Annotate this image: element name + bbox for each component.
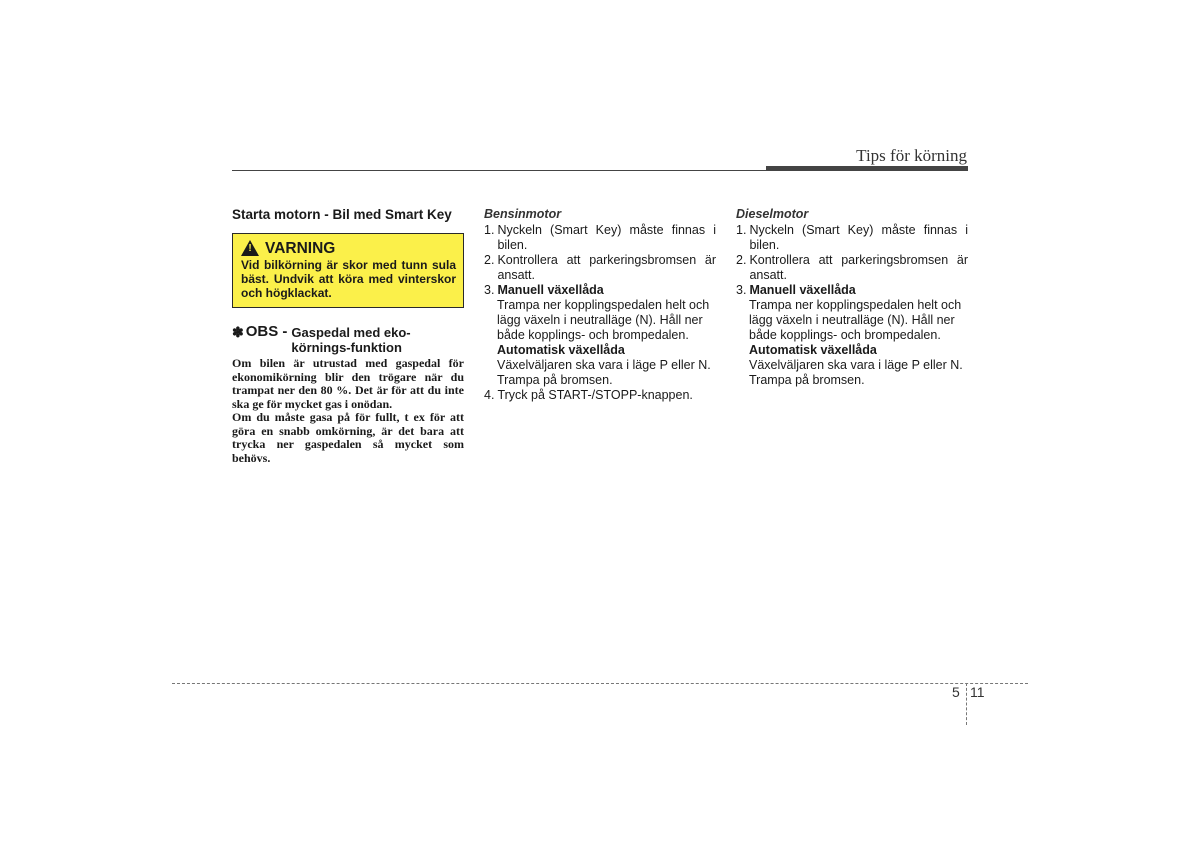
step-text: Nyckeln (Smart Key) måste finnas i bilen. — [497, 223, 716, 252]
step-item — [736, 283, 968, 298]
step-text: Kontrollera att parkeringsbromsen är ansatt. — [749, 253, 968, 282]
warning-label: VARNING — [265, 239, 336, 257]
step-item — [484, 283, 716, 298]
warning-box — [232, 233, 464, 308]
step-text: Tryck på START-/STOPP-knappen. — [497, 388, 693, 402]
step-number: 3. — [736, 283, 747, 297]
header-rule — [232, 170, 768, 171]
step-item — [484, 253, 716, 283]
manual-gearbox-label: Manuell växellåda — [749, 283, 856, 297]
step-item — [736, 253, 968, 283]
header-bar — [766, 166, 968, 171]
column-diesel — [736, 207, 968, 388]
step-number: 3. — [484, 283, 495, 297]
obs-header — [232, 324, 464, 355]
chapter-number: 5 — [952, 684, 960, 700]
automatic-gearbox-text: Växelväljaren ska vara i läge P eller N. Trampa på bromsen. — [497, 358, 711, 387]
petrol-heading: Bensinmotor — [484, 207, 562, 221]
asterisk-icon: ✽ — [232, 324, 244, 340]
warning-header — [241, 240, 456, 256]
step-text: Kontrollera att parkeringsbromsen är ansatt. — [497, 253, 716, 282]
manual-gearbox-text: Trampa ner kopplingspedalen helt och lägg växeln i neutralläge (N). Håll ner både kopplings- och brompedalen. — [749, 298, 962, 342]
step-text: Nyckeln (Smart Key) måste finnas i bilen. — [749, 223, 968, 252]
footer-divider — [966, 683, 967, 725]
column-petrol — [484, 207, 716, 403]
automatic-gearbox-label: Automatisk växellåda — [497, 343, 625, 357]
warning-triangle-icon: ! — [241, 240, 259, 256]
automatic-gearbox-label: Automatisk växellåda — [749, 343, 877, 357]
manual-gearbox-label: Manuell växellåda — [497, 283, 604, 297]
section-title: Tips för körning — [856, 146, 967, 165]
warning-text: Vid bilkörning är skor med tunn sula bäst. Undvik att köra med vinterskor och högklackat. — [241, 258, 456, 300]
step-item — [484, 388, 716, 403]
diesel-heading: Dieselmotor — [736, 207, 809, 221]
section-heading: Starta motorn - Bil med Smart Key — [232, 207, 452, 222]
manual-gearbox-text: Trampa ner kopplingspedalen helt och lägg växeln i neutralläge (N). Håll ner både kopplings- och brompedalen. — [497, 298, 710, 342]
step-number: 1. — [736, 223, 747, 237]
column-smart-key — [232, 207, 464, 465]
step-item — [484, 223, 716, 253]
step-number: 2. — [736, 253, 747, 267]
automatic-gearbox-text: Växelväljaren ska vara i läge P eller N. Trampa på bromsen. — [749, 358, 963, 387]
step-item — [736, 223, 968, 253]
page-number: 11 — [970, 684, 985, 700]
obs-label: OBS - — [245, 323, 288, 340]
obs-paragraph-2: Om du måste gasa på för fullt, t ex för att göra en snabb omkörning, är det bara att trycka ner gaspedalen så mycket som behövs. — [232, 410, 464, 465]
step-number: 2. — [484, 253, 495, 267]
obs-body — [232, 357, 464, 465]
footer-rule — [172, 683, 1028, 684]
obs-title: Gaspedal med eko-körnings-funktion — [291, 325, 411, 355]
step-number: 1. — [484, 223, 495, 237]
step-number: 4. — [484, 388, 495, 402]
obs-paragraph-1: Om bilen är utrustad med gaspedal för ekonomikörning blir den trögare när du trampat ner den 80 %. Det är för att du inte ska ge för mycket gas i onödan. — [232, 356, 464, 411]
